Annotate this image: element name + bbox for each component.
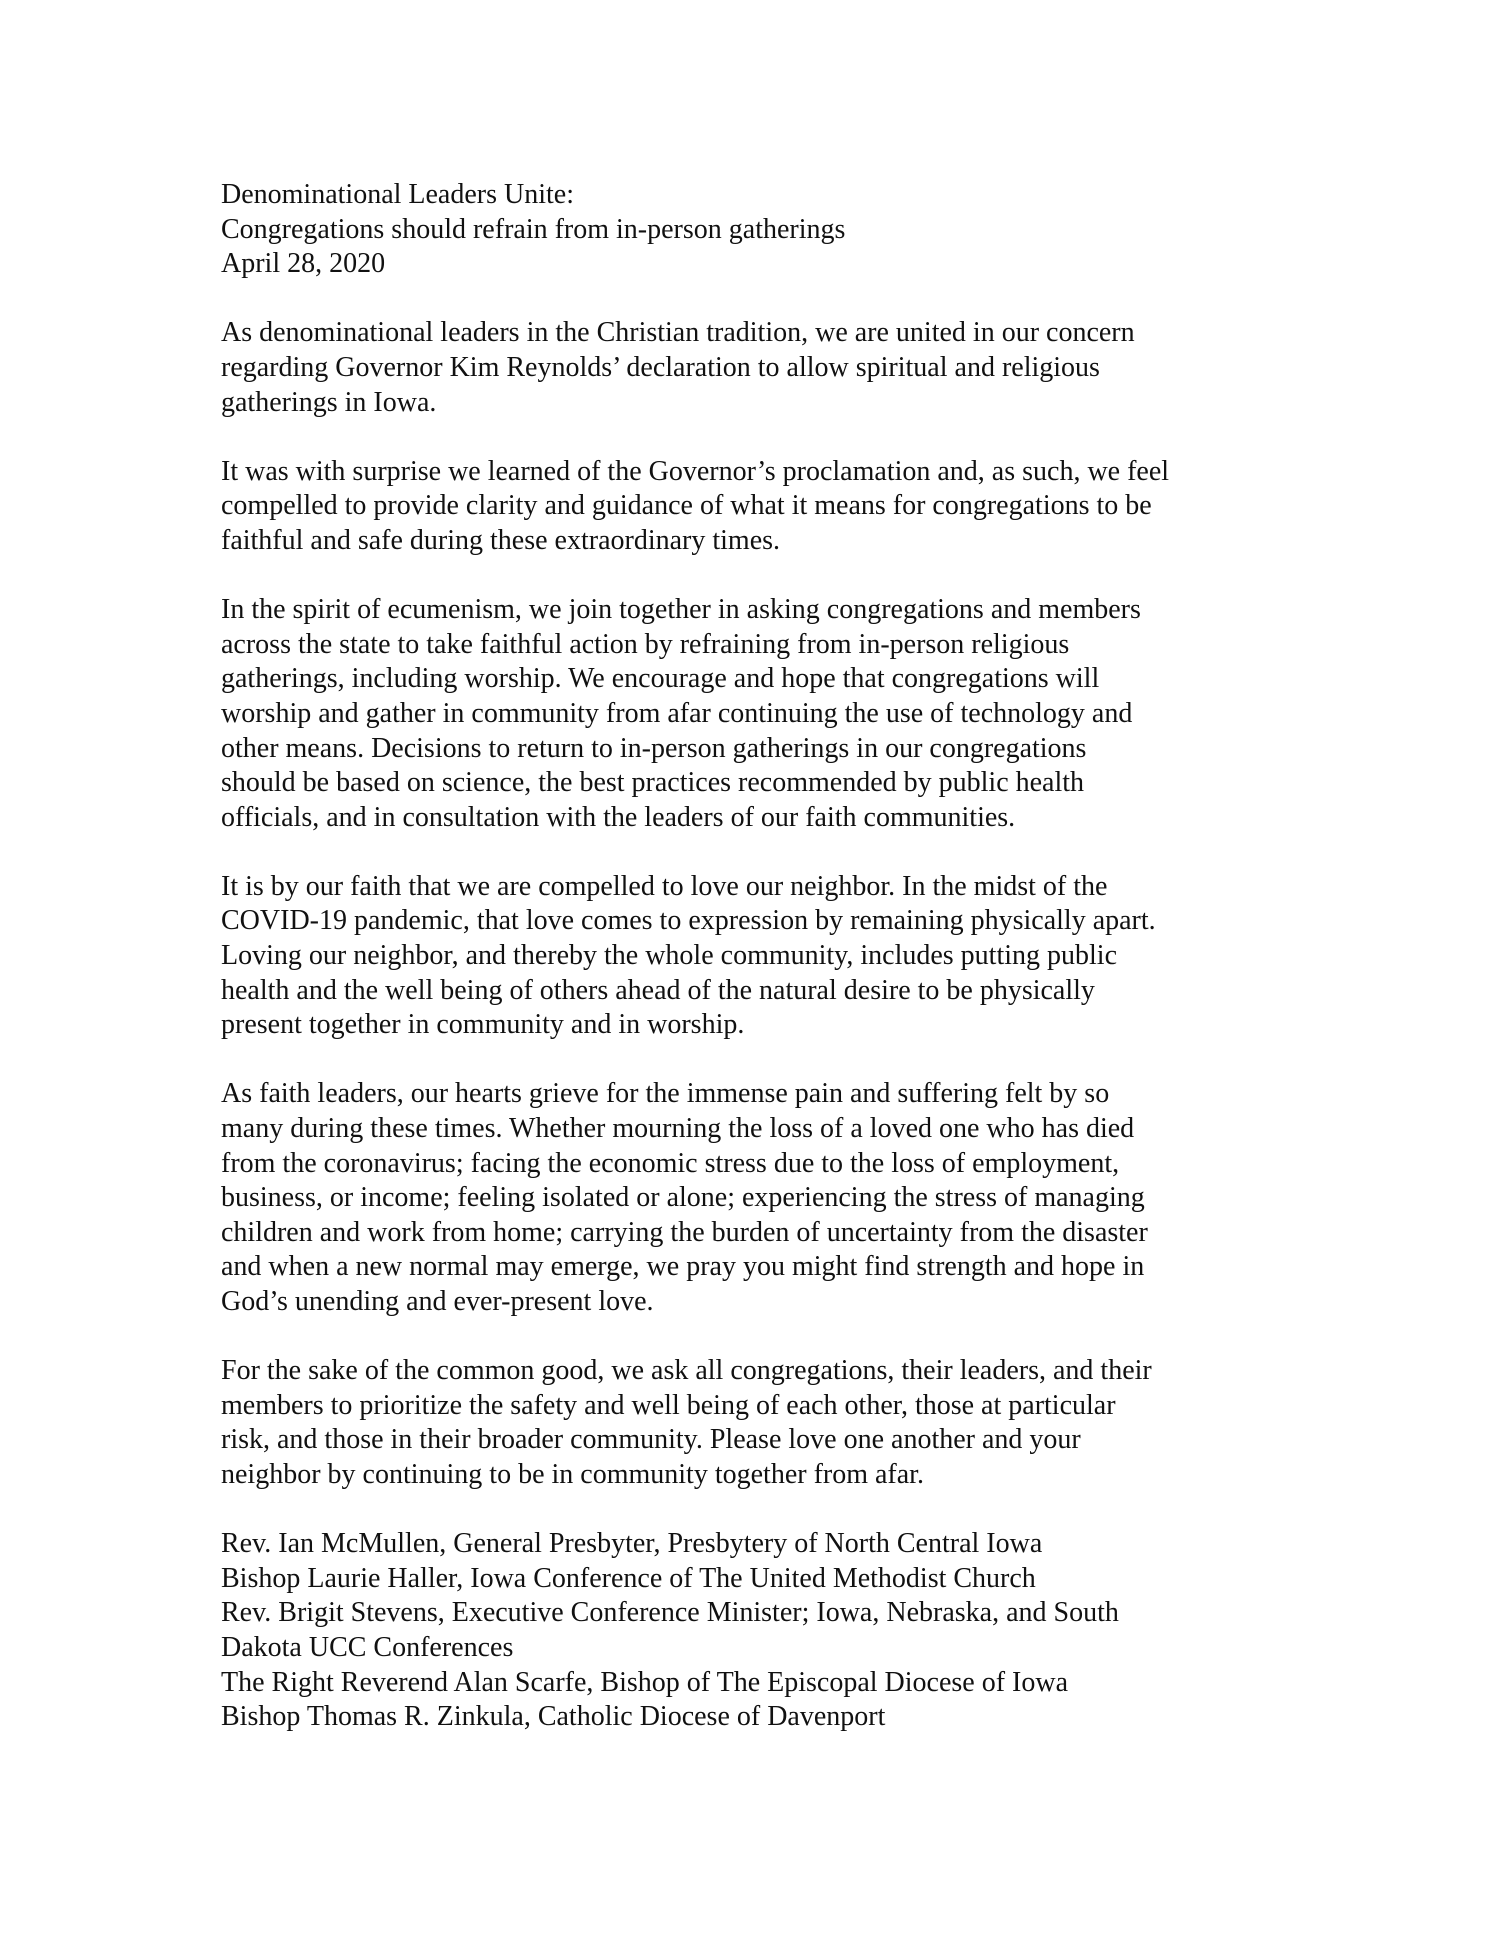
signatory-line: Bishop Laurie Haller, Iowa Conference of The United Methodist Church [221, 1562, 1036, 1594]
text-line: compelled to provide clarity and guidance of what it means for congregations to be [221, 490, 1152, 522]
text-line: children and work from home; carrying the burden of uncertainty from the disaster [221, 1216, 1148, 1248]
title: Denominational Leaders Unite: [221, 179, 574, 210]
text-line: For the sake of the common good, we ask all congregations, their leaders, and their [221, 1355, 1152, 1387]
signatory-line: Bishop Thomas R. Zinkula, Catholic Diocese of Davenport [221, 1701, 886, 1733]
letter-header [221, 178, 1169, 282]
paragraph [221, 1354, 1169, 1492]
paragraph [221, 1077, 1169, 1319]
text-line: It was with surprise we learned of the Governor’s proclamation and, as such, we feel [221, 455, 1170, 487]
letter-document [221, 178, 1169, 1735]
text-line: worship and gather in community from afar continuing the use of technology and [221, 697, 1133, 729]
text-line: should be based on science, the best practices recommended by public health [221, 767, 1085, 799]
text-line: other means. Decisions to return to in-person gatherings in our congregations [221, 732, 1087, 764]
date: April 28, 2020 [221, 248, 386, 280]
text-line: gatherings in Iowa. [221, 386, 437, 418]
paragraph [221, 870, 1169, 1043]
text-line: COVID-19 pandemic, that love comes to expression by remaining physically apart. [221, 905, 1156, 937]
text-line: officials, and in consultation with the leaders of our faith communities. [221, 801, 1016, 833]
text-line: God’s unending and ever-present love. [221, 1286, 654, 1317]
text-line: and when a new normal may emerge, we pray you might find strength and hope in [221, 1251, 1145, 1283]
text-line: It is by our faith that we are compelled to love our neighbor. In the midst of the [221, 870, 1108, 902]
text-line: As denominational leaders in the Christian tradition, we are united in our concern [221, 317, 1135, 349]
text-line: gatherings, including worship. We encourage and hope that congregations will [221, 663, 1100, 695]
text-line: Loving our neighbor, and thereby the whole community, includes putting public [221, 940, 1117, 972]
signatory-line: Rev. Brigit Stevens, Executive Conference Minister; Iowa, Nebraska, and South [221, 1597, 1119, 1629]
text-line: neighbor by continuing to be in community together from afar. [221, 1458, 924, 1490]
paragraph [221, 316, 1169, 420]
text-line: business, or income; feeling isolated or alone; experiencing the stress of managing [221, 1182, 1145, 1214]
text-line: In the spirit of ecumenism, we join together in asking congregations and members [221, 594, 1141, 626]
signatory-line: The Right Reverend Alan Scarfe, Bishop of The Episcopal Diocese of Iowa [221, 1666, 1069, 1698]
text-line: As faith leaders, our hearts grieve for the immense pain and suffering felt by so [221, 1078, 1110, 1110]
signatories [221, 1527, 1169, 1735]
text-line: faithful and safe during these extraordinary times. [221, 524, 781, 556]
signatory-line: Dakota UCC Conferences [221, 1631, 514, 1663]
text-line: across the state to take faithful action by refraining from in-person religious [221, 628, 1070, 660]
text-line: risk, and those in their broader community. Please love one another and your [221, 1424, 1081, 1456]
text-line: many during these times. Whether mourning the loss of a loved one who has died [221, 1113, 1135, 1145]
text-line: from the coronavirus; facing the economic stress due to the loss of employment, [221, 1147, 1120, 1179]
text-line: present together in community and in worship. [221, 1009, 745, 1041]
subtitle: Congregations should refrain from in-person gatherings [221, 213, 846, 245]
text-line: members to prioritize the safety and well being of each other, those at particular [221, 1389, 1116, 1421]
paragraph [221, 593, 1169, 835]
paragraph [221, 455, 1169, 559]
text-line: health and the well being of others ahead of the natural desire to be physically [221, 974, 1095, 1006]
text-line: regarding Governor Kim Reynolds’ declaration to allow spiritual and religious [221, 351, 1100, 383]
signatory-line: Rev. Ian McMullen, General Presbyter, Presbytery of North Central Iowa [221, 1528, 1043, 1560]
